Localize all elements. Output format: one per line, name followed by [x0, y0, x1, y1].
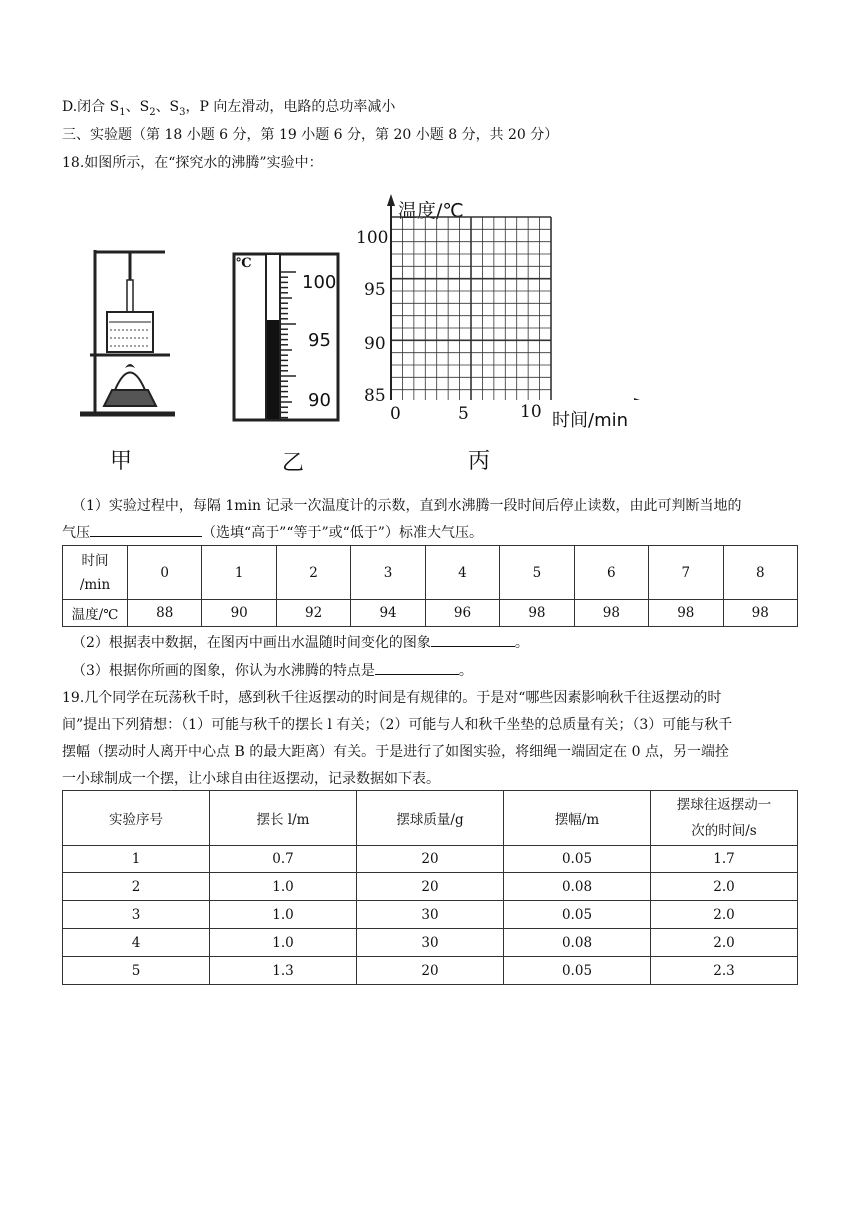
table-cell: 5 — [500, 546, 574, 600]
table-row-time — [63, 546, 798, 600]
table-cell: 20 — [357, 873, 504, 901]
graph-xtick-10: 10 — [520, 402, 542, 422]
temperature-table — [62, 545, 798, 627]
graph-xlabel: 时间/min — [552, 410, 629, 431]
table-cell: 90 — [202, 600, 276, 627]
table-cell: 98 — [723, 600, 798, 627]
graph-xtick-0: 0 — [390, 404, 401, 424]
label-bing: 丙 — [468, 449, 491, 474]
table-cell: 6 — [574, 546, 648, 600]
table-cell: 0 — [128, 546, 202, 600]
table-cell: 0.05 — [504, 957, 651, 985]
table-header-temperature: 温度/℃ — [63, 600, 128, 627]
table-cell: 7 — [649, 546, 723, 600]
table-cell: 2.0 — [651, 901, 798, 929]
graph-xtick-5: 5 — [458, 404, 469, 424]
header-trial: 实验序号 — [63, 791, 210, 846]
q18-part1-line1: （1）实验过程中，每隔 1min 记录一次温度计的示数，直到水沸腾一段时间后停止读数，由此可判断当地的 — [72, 498, 742, 514]
q18-intro: 18.如图所示，在“探究水的沸腾”实验中： — [62, 155, 323, 171]
thermometer-tick-95: 95 — [308, 330, 331, 351]
table-cell: 2.0 — [651, 929, 798, 957]
answer-blank-graph[interactable] — [431, 632, 515, 647]
table-cell: 20 — [357, 846, 504, 873]
header-mass: 摆球质量/g — [357, 791, 504, 846]
table-cell: 2 — [276, 546, 350, 600]
q19-line1: 19.几个同学在玩荡秋千时，感到秋千往返摆动的时间是有规律的。于是对“哪些因素影响秋千往返摆动的时 — [62, 690, 722, 706]
thermometer-unit: ℃ — [236, 256, 252, 271]
q18-part2: （2）根据表中数据，在图丙中画出水温随时间变化的图象 。 — [72, 632, 529, 653]
table-cell: 88 — [128, 600, 202, 627]
label-jia: 甲 — [110, 449, 133, 474]
header-length: 摆长 l/m — [210, 791, 357, 846]
table-cell: 30 — [357, 901, 504, 929]
table-cell: 1.7 — [651, 846, 798, 873]
table-cell: 4 — [425, 546, 499, 600]
table-cell: 1.0 — [210, 873, 357, 901]
table-cell: 92 — [276, 600, 350, 627]
label-yi: 乙 — [282, 451, 305, 476]
q19-line4: 一小球制成一个摆，让小球自由往返摆动，记录数据如下表。 — [62, 771, 440, 787]
table-cell: 0.05 — [504, 846, 651, 873]
table-cell: 94 — [351, 600, 425, 627]
table-cell: 96 — [425, 600, 499, 627]
table-cell: 1 — [202, 546, 276, 600]
q19-line2: 间”提出下列猜想：（1）可能与秋千的摆长 l 有关；（2）可能与人和秋千坐垫的总质量有关；（3）可能与秋千 — [62, 717, 733, 733]
table-cell: 98 — [574, 600, 648, 627]
table-cell: 2.0 — [651, 873, 798, 901]
q19-line3: 摆幅（摆动时人离开中心点 B 的最大距离）有关。于是进行了如图实验，将细绳一端固定在 0 点，另一端拴 — [62, 744, 729, 760]
table-cell: 2.3 — [651, 957, 798, 985]
temperature-graph — [360, 190, 650, 400]
table-cell: 20 — [357, 957, 504, 985]
graph-ytick-90: 90 — [364, 334, 386, 354]
header-amplitude: 摆幅/m — [504, 791, 651, 846]
q18-part3: （3）根据你所画的图象，你认为水沸腾的特点是 。 — [72, 660, 473, 681]
table-cell: 3 — [63, 901, 210, 929]
option-d: D.闭合 $S_1$、$S_2$、$S_3$，P 向左滑动，电路的总功率减小 — [62, 99, 396, 118]
table-cell: 3 — [351, 546, 425, 600]
thermometer-tick-90: 90 — [308, 390, 331, 411]
table-cell: 0.08 — [504, 929, 651, 957]
table-cell: 2 — [63, 873, 210, 901]
graph-ylabel: 温度/℃ — [398, 200, 464, 222]
table-cell: 8 — [723, 546, 798, 600]
stand-apparatus-figure — [70, 240, 180, 430]
answer-blank-pressure[interactable] — [90, 522, 202, 537]
table-row — [63, 901, 798, 929]
table-row — [63, 929, 798, 957]
table-cell: 30 — [357, 929, 504, 957]
table-header-row — [63, 791, 798, 846]
table-row — [63, 957, 798, 985]
answer-blank-boiling[interactable] — [375, 660, 459, 675]
table-header-time: 时间 /min — [63, 546, 128, 600]
thermometer-tick-100: 100 — [302, 272, 337, 293]
table-cell: 5 — [63, 957, 210, 985]
table-row-temperature — [63, 600, 798, 627]
pendulum-table — [62, 790, 798, 985]
table-cell: 0.08 — [504, 873, 651, 901]
graph-ytick-85: 85 — [364, 386, 386, 406]
table-cell: 4 — [63, 929, 210, 957]
table-row — [63, 846, 798, 873]
q18-part1-line2: 气压 （选填“高于”“等于”或“低于”）标准大气压。 — [62, 522, 483, 543]
graph-ytick-100: 100 — [356, 228, 389, 248]
section-heading: 三、实验题（第 18 小题 6 分，第 19 小题 6 分，第 20 小题 8 分，共 20 分） — [62, 127, 559, 143]
table-cell: 0.7 — [210, 846, 357, 873]
table-cell: 98 — [500, 600, 574, 627]
table-cell: 1.3 — [210, 957, 357, 985]
table-cell: 1.0 — [210, 929, 357, 957]
table-cell: 0.05 — [504, 901, 651, 929]
header-period: 摆球往返摆动一 次的时间/s — [651, 791, 798, 846]
figure-area — [60, 180, 680, 480]
table-row — [63, 873, 798, 901]
table-cell: 1.0 — [210, 901, 357, 929]
graph-ytick-95: 95 — [364, 280, 386, 300]
table-cell: 1 — [63, 846, 210, 873]
table-cell: 98 — [649, 600, 723, 627]
